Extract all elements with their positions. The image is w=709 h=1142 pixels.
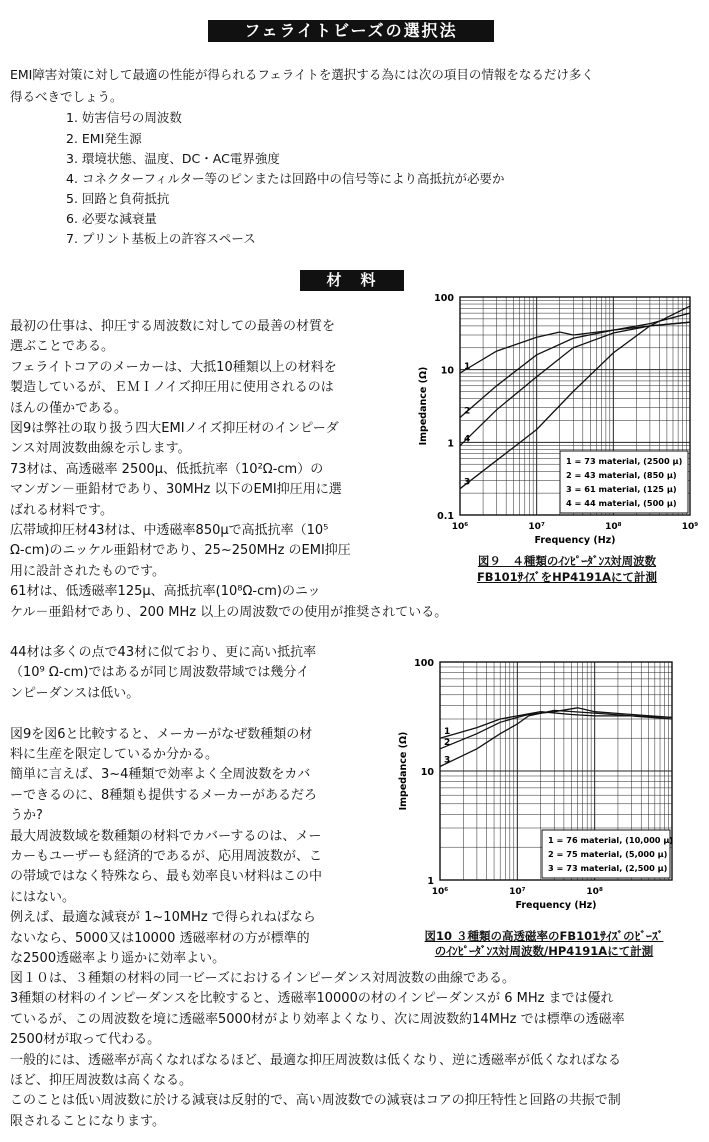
y-tick-label: 100 xyxy=(434,293,454,304)
intro-line: 得るべきでしょう。 xyxy=(10,89,123,104)
legend-entry: 1 = 73 material, (2500 μ) xyxy=(566,456,683,466)
y-tick-label: 0.1 xyxy=(437,511,454,522)
text-line: 選ぶことである。 xyxy=(10,339,115,354)
text-line: 製造しているが、ＥＭＩノイズ抑圧用に使用されるのは xyxy=(10,380,334,395)
text-line: （10⁹ Ω-cm)ではあるが同じ周波数帯域では幾分イ xyxy=(10,665,310,680)
text-line: 44材は多くの点で43材に似ており、更に高い抵抗率 xyxy=(10,645,317,660)
series-line xyxy=(460,322,690,446)
series-label: 3 xyxy=(444,755,451,766)
series-label: 2 xyxy=(444,737,451,748)
text-line: 料に生産を限定しているか分かる。 xyxy=(10,747,219,762)
figure-10-chart xyxy=(390,648,696,923)
legend-entry: 1 = 76 material, (10,000 μ) xyxy=(548,835,674,845)
text-line: 73材は、高透磁率 2500μ、低抵抗率（10²Ω-cm）の xyxy=(10,462,324,477)
text-line: マンガン－亜鉛材であり、30MHz 以下のEMI抑圧用に選 xyxy=(10,482,342,497)
figure-9-chart xyxy=(405,285,705,550)
list-item: 1. 妨害信号の周波数 xyxy=(66,110,182,125)
x-tick-label: 10⁸ xyxy=(586,887,603,897)
text-line: カーもユーザーも経済的であるが、応用周波数が、こ xyxy=(10,849,323,864)
list-item: 3. 環境状態、温度、DC・AC電界強度 xyxy=(66,151,280,166)
text-line: ているが、この周波数を境に透磁率5000材がより効率よくなり、次に周波数約14MHz では標準の透磁率 xyxy=(10,1012,625,1027)
text-line: Ω-cm)のニッケル亜鉛材であり、25~250MHz のEMI抑圧 xyxy=(10,543,351,558)
series-label: 4 xyxy=(464,434,471,445)
text-line: 簡単に言えば、3~4種類で効率よく全周波数をカバ xyxy=(10,767,311,782)
text-line: 図１０は、３種類の材料の同一ビーズにおけるインピーダンス対周波数の曲線である。 xyxy=(10,971,516,986)
y-tick-label: 100 xyxy=(414,658,434,669)
caption-line: のｲﾝﾋﾟｰﾀﾞﾝｽ対周波数/HP4191Aにて計測 xyxy=(434,944,654,958)
text-line: ンス対周波数曲線を示します。 xyxy=(10,441,191,456)
text-line: フェライトコアのメーカーは、大抵10種類以上の材料を xyxy=(10,360,337,375)
series-label: 1 xyxy=(444,727,451,738)
text-line: 図9を図6と比較すると、メーカーがなぜ数種類の材 xyxy=(10,727,313,742)
list-item: 5. 回路と負荷抵抗 xyxy=(66,191,170,206)
legend-entry: 4 = 44 material, (500 μ) xyxy=(566,498,677,508)
legend-entry: 3 = 73 material, (2,500 μ) xyxy=(548,863,668,873)
caption-line: 図10 ３種類の高透磁率のFB101ｻｲｽﾞのﾋﾞｰｽﾞ xyxy=(424,929,664,943)
text-line: 最初の仕事は、抑圧する周波数に対しての最善の材質を xyxy=(10,319,336,334)
text-line: 3種類の材料のインピーダンスを比較すると、透磁率10000の材のインピーダンスが 6 MHz までは優れ xyxy=(10,991,614,1006)
text-line: にはない。 xyxy=(10,890,76,905)
list-item: 7. プリント基板上の許容スペース xyxy=(66,231,256,246)
series-label: 3 xyxy=(464,477,471,488)
y-tick-label: 1 xyxy=(427,876,434,887)
text-line: 61材は、低透磁率125μ、高抵抗率(10⁸Ω-cm)のニッ xyxy=(10,584,321,599)
legend-entry: 2 = 43 material, (850 μ) xyxy=(566,470,677,480)
y-tick-label: 1 xyxy=(447,438,454,450)
text-line: ンピーダンスは低い。 xyxy=(10,686,140,701)
text-line: 用に設計されたものです。 xyxy=(10,564,165,579)
text-line: 図9は弊社の取り扱う四大EMIノイズ抑圧材のインピーダ xyxy=(10,421,339,436)
list-item: 2. EMI発生源 xyxy=(66,131,142,146)
text-line: 最大周波数域を数種類の材料でカバーするのは、メー xyxy=(10,829,322,844)
caption-line: 図９ ４種類のｲﾝﾋﾟｰﾀﾞﾝｽ対周波数 xyxy=(477,554,657,568)
x-tick-label: 10⁶ xyxy=(451,522,469,532)
y-tick-label: 10 xyxy=(420,767,434,778)
text-line: 例えば、最適な減衰が 1~10MHz で得られねばなら xyxy=(10,910,316,925)
y-tick-label: 10 xyxy=(440,365,454,377)
text-line: ほど、抑圧周波数は高くなる。 xyxy=(10,1073,193,1088)
x-tick-label: 10⁸ xyxy=(605,522,622,532)
text-line: ケル－亜鉛材であり、200 MHz 以上の周波数での使用が推奨されている。 xyxy=(10,605,448,620)
x-axis-label: Frequency (Hz) xyxy=(515,900,597,911)
text-line: このことは低い周波数に於ける減衰は反射的で、高い周波数での減衰はコアの抑圧特性と回路の共振で制 xyxy=(10,1093,621,1108)
text-line: の帯域ではなく特殊なら、最も効率良い材料はこの中 xyxy=(10,869,323,884)
x-tick-label: 10⁷ xyxy=(528,522,545,532)
text-line: な2500透磁率より遥かに効率よい。 xyxy=(10,951,226,966)
x-tick-label: 10⁷ xyxy=(509,887,526,897)
text-line: 2500材が取って代わる。 xyxy=(10,1032,161,1047)
intro-line: EMI障害対策に対して最適の性能が得られるフェライトを選択する為には次の項目の情報をなるだけ多く xyxy=(10,67,594,82)
text-line: ーできるのに、8種類も提供するメーカーがあるだろ xyxy=(10,788,318,803)
text-line: ばれる材料です。 xyxy=(10,503,113,518)
legend-entry: 3 = 61 material, (125 μ) xyxy=(566,484,677,494)
page-title: フェライトビーズの選択法 xyxy=(208,20,494,42)
y-axis-label: Impedance (Ω) xyxy=(398,731,409,811)
x-tick-label: 10⁹ xyxy=(681,522,699,532)
x-tick-label: 10⁶ xyxy=(431,887,449,897)
y-axis-label: Impedance (Ω) xyxy=(418,366,429,446)
text-line: 限されることになります。 xyxy=(10,1114,165,1129)
section-title: 材 料 xyxy=(300,270,404,291)
legend-entry: 2 = 75 material, (5,000 μ) xyxy=(548,849,668,859)
series-label: 1 xyxy=(464,361,471,372)
text-line: ほんの僅かである。 xyxy=(10,401,128,416)
caption-line: FB101ｻｲｽﾞをHP4191Aにて計測 xyxy=(476,570,658,584)
text-line: 広帯域抑圧材43材は、中透磁率850μで高抵抗率（10⁵ xyxy=(10,523,329,538)
series-label: 2 xyxy=(464,406,471,417)
series-line xyxy=(460,313,690,417)
text-line: ないなら、5000又は10000 透磁率材の方が標準的 xyxy=(10,931,310,946)
list-item: 4. コネクターフィルター等のピンまたは回路中の信号等により高抵抗が必要か xyxy=(66,171,505,186)
text-line: うか? xyxy=(10,808,43,823)
text-line: 一般的には、透磁率が高くなればなるほど、最適な抑圧周波数は低くなり、逆に透磁率が低くなればなる xyxy=(10,1053,622,1068)
x-axis-label: Frequency (Hz) xyxy=(534,535,616,546)
list-item: 6. 必要な減衰量 xyxy=(66,211,157,226)
